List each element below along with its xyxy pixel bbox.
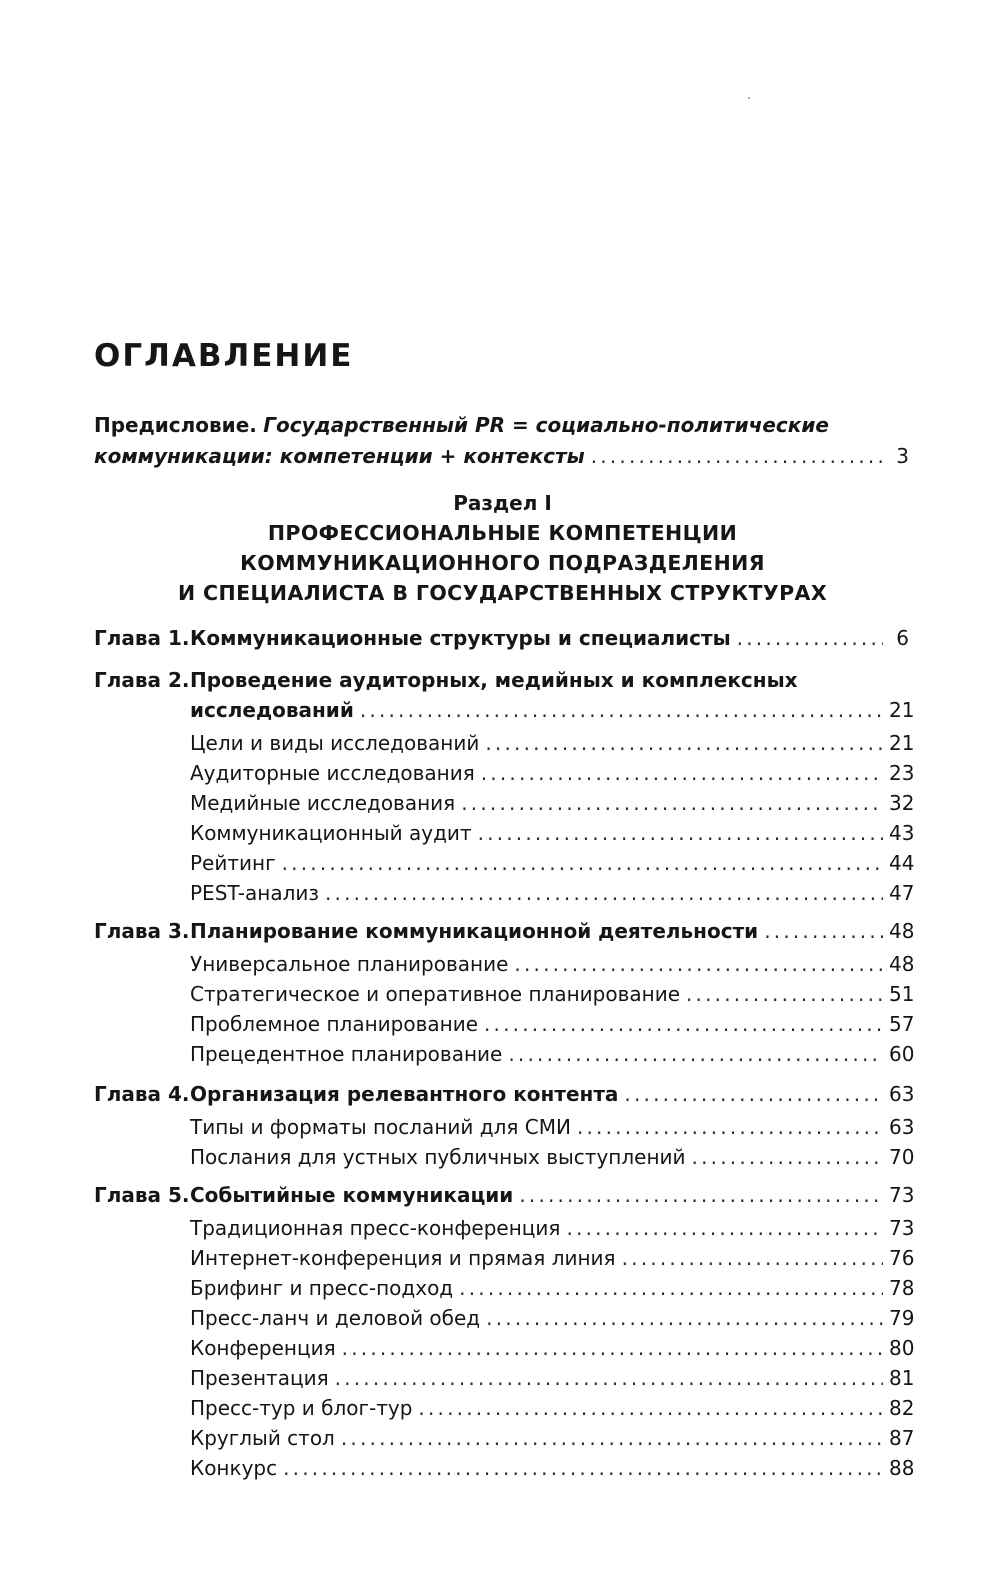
- toc-entry-chapter[interactable]: [94, 1079, 915, 1109]
- leader-dots: [486, 1303, 883, 1333]
- page-number: 48: [889, 919, 915, 943]
- page-number: 88: [889, 1456, 915, 1480]
- toc-subentry[interactable]: [94, 1453, 915, 1483]
- toc-subentry[interactable]: [94, 1009, 915, 1039]
- toc-subentry[interactable]: [94, 1363, 915, 1393]
- toc-subentry[interactable]: [94, 728, 915, 758]
- page-number: 78: [889, 1276, 915, 1300]
- leader-dots: [508, 1039, 883, 1069]
- leader-dots: [481, 758, 883, 788]
- toc-subentry[interactable]: [94, 1142, 915, 1172]
- page-number: 21: [889, 698, 915, 722]
- page-number: 79: [889, 1306, 915, 1330]
- chapter-label: Глава 5.: [94, 1183, 190, 1207]
- chapter-title-line2: исследований: [190, 698, 354, 722]
- page-number: 32: [889, 791, 915, 815]
- toc-subentry[interactable]: [94, 1423, 915, 1453]
- toc-subentry[interactable]: [94, 979, 915, 1009]
- subsection-title: Интернет-конференция и прямая линия: [190, 1246, 616, 1270]
- page-number: 73: [889, 1183, 915, 1207]
- toc-chapter-5: [94, 1180, 915, 1483]
- leader-dots: [459, 1273, 883, 1303]
- leader-dots: [692, 1142, 883, 1172]
- section-title-line: И СПЕЦИАЛИСТА В ГОСУДАРСТВЕННЫХ СТРУКТУРАХ: [177, 581, 828, 605]
- subsection-title: Традиционная пресс-конференция: [190, 1216, 561, 1240]
- leader-dots: [764, 916, 883, 946]
- toc-entry-chapter[interactable]: [94, 665, 909, 695]
- page-number: 70: [889, 1145, 915, 1169]
- leader-dots: [360, 695, 883, 725]
- page-number: 82: [889, 1396, 915, 1420]
- toc-chapter-2: [94, 665, 915, 908]
- toc-subentry[interactable]: [94, 1303, 915, 1333]
- page-number: 21: [889, 731, 915, 755]
- toc-subentry[interactable]: [94, 848, 915, 878]
- chapter-label: Глава 3.: [94, 919, 190, 943]
- toc-entry-chapter[interactable]: [94, 623, 909, 653]
- page-number: 6: [896, 626, 909, 650]
- section-title-line: ПРОФЕССИОНАЛЬНЫЕ КОМПЕТЕНЦИИ: [267, 521, 738, 545]
- leader-dots: [335, 1363, 883, 1393]
- toc-subentry[interactable]: [94, 949, 915, 979]
- toc-entry-chapter-cont[interactable]: [94, 695, 915, 725]
- subsection-title: Рейтинг: [190, 851, 276, 875]
- subsection-title: Цели и виды исследований: [190, 731, 480, 755]
- chapter-label: Глава 4.: [94, 1082, 190, 1106]
- leader-dots: [341, 1423, 883, 1453]
- leader-dots: [622, 1243, 883, 1273]
- preface-lead: Предисловие.: [94, 413, 257, 437]
- page-number: 63: [889, 1115, 915, 1139]
- page-number: 76: [889, 1246, 915, 1270]
- chapter-label: Глава 2.: [94, 668, 190, 692]
- subsection-title: Медийные исследования: [190, 791, 456, 815]
- page-number: 73: [889, 1216, 915, 1240]
- toc-subentry[interactable]: [94, 1213, 915, 1243]
- page-number: 23: [889, 761, 915, 785]
- leader-dots: [418, 1393, 883, 1423]
- leader-dots: [737, 623, 883, 653]
- toc-entry-chapter[interactable]: [94, 1180, 915, 1210]
- leader-dots: [461, 788, 883, 818]
- subsection-title: Конкурс: [190, 1456, 278, 1480]
- chapter-label: Глава 1.: [94, 626, 190, 650]
- toc-chapter-4: [94, 1079, 915, 1172]
- leader-dots: [686, 979, 883, 1009]
- subsection-title: Стратегическое и оперативное планирование: [190, 982, 680, 1006]
- leader-dots: [282, 848, 883, 878]
- chapter-title: Коммуникационные структуры и специалисты: [190, 626, 731, 650]
- leader-dots: [478, 818, 883, 848]
- leader-dots: [485, 728, 883, 758]
- subsection-title: Прецедентное планирование: [190, 1042, 503, 1066]
- leader-dots: [624, 1079, 883, 1109]
- leader-dots: [342, 1333, 883, 1363]
- leader-dots: [514, 949, 883, 979]
- subsection-title: Аудиторные исследования: [190, 761, 475, 785]
- toc-subentry[interactable]: [94, 818, 915, 848]
- page-number: 63: [889, 1082, 915, 1106]
- leader-dots: [325, 878, 883, 908]
- leader-dots: [577, 1112, 883, 1142]
- subsection-title: PEST-анализ: [190, 881, 319, 905]
- toc-subentry[interactable]: [94, 1393, 915, 1423]
- toc-subentry[interactable]: [94, 1112, 915, 1142]
- subsection-title: Пресс-ланч и деловой обед: [190, 1306, 481, 1330]
- toc-subentry[interactable]: [94, 1273, 915, 1303]
- toc-preface-entry[interactable]: [94, 410, 909, 472]
- page-number: 81: [889, 1366, 915, 1390]
- subsection-title: Конференция: [190, 1336, 336, 1360]
- page-number: 48: [889, 952, 915, 976]
- toc-subentry[interactable]: [94, 1039, 915, 1069]
- page-title: ОГЛАВЛЕНИЕ: [94, 338, 354, 374]
- page-number: 87: [889, 1426, 915, 1450]
- toc-chapter-1: [94, 623, 909, 653]
- preface-title-line2: коммуникации: компетенции + контексты: [94, 444, 585, 468]
- subsection-title: Послания для устных публичных выступлений: [190, 1145, 686, 1169]
- subsection-title: Типы и форматы посланий для СМИ: [190, 1115, 571, 1139]
- subsection-title: Универсальное планирование: [190, 952, 509, 976]
- section-heading: [90, 488, 915, 608]
- leader-dots: [566, 1213, 883, 1243]
- toc-subentry[interactable]: [94, 1243, 915, 1273]
- page-number: 44: [889, 851, 915, 875]
- page-number: 43: [889, 821, 915, 845]
- page-number: 3: [896, 444, 909, 468]
- chapter-title-line1: Проведение аудиторных, медийных и комплексных: [190, 668, 798, 692]
- section-title-line: КОММУНИКАЦИОННОГО ПОДРАЗДЕЛЕНИЯ: [240, 551, 765, 575]
- leader-dots: [283, 1453, 883, 1483]
- chapter-title: Событийные коммуникации: [190, 1183, 514, 1207]
- toc-subentry[interactable]: [94, 878, 915, 908]
- page-number: 60: [889, 1042, 915, 1066]
- scan-speck: [748, 97, 750, 99]
- chapter-title: Организация релевантного контента: [190, 1082, 619, 1106]
- subsection-title: Презентация: [190, 1366, 329, 1390]
- page-number: 80: [889, 1336, 915, 1360]
- chapter-title: Планирование коммуникационной деятельности: [190, 919, 759, 943]
- subsection-title: Брифинг и пресс-подход: [190, 1276, 454, 1300]
- subsection-title: Проблемное планирование: [190, 1012, 478, 1036]
- leader-dots: [519, 1180, 883, 1210]
- toc-entry-chapter[interactable]: [94, 916, 915, 946]
- subsection-title: Круглый стол: [190, 1426, 335, 1450]
- page-number: 51: [889, 982, 915, 1006]
- leader-dots: [484, 1009, 883, 1039]
- section-label: Раздел I: [453, 491, 552, 515]
- toc-chapter-3: [94, 916, 915, 1069]
- page-number: 47: [889, 881, 915, 905]
- toc-subentry[interactable]: [94, 1333, 915, 1363]
- toc-subentry[interactable]: [94, 788, 915, 818]
- toc-subentry[interactable]: [94, 758, 915, 788]
- subsection-title: Коммуникационный аудит: [190, 821, 472, 845]
- leader-dots: [591, 441, 883, 472]
- page-number: 57: [889, 1012, 915, 1036]
- subsection-title: Пресс-тур и блог-тур: [190, 1396, 413, 1420]
- preface-title-line1: Государственный PR = социально-политические: [263, 413, 829, 437]
